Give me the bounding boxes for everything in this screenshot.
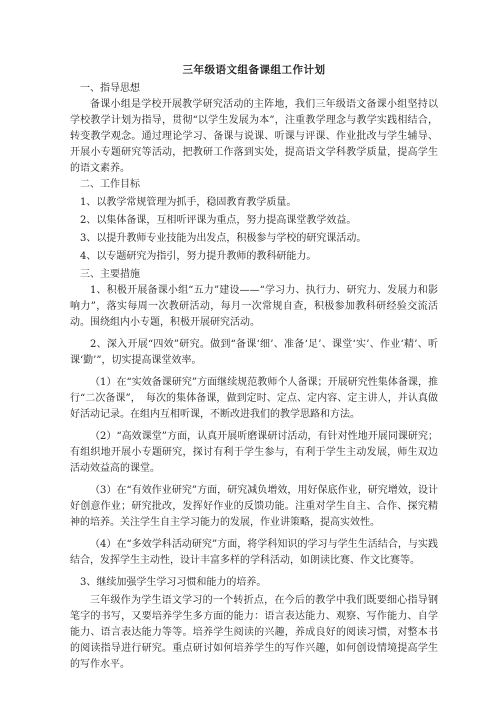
measure-paragraph: （1）在“实效备课研究”方面继续规范教师个人备课；开展研究性集体备课，推行“二次备课”， 每次的集体备课，做到定时、定点、定内容、定主讲人，并认真做好活动记录。在组内互相听课，不断改进我们的教学思路和方法。: [70, 377, 438, 420]
section-heading-main-measures: 三、主要措施: [80, 269, 140, 280]
measure-paragraph: 2、深入开展“四效”研究。做到“备课‘细’、准备‘足’、课堂‘实’、作业‘精’、听课‘勤’”，切实提高课堂效率。: [70, 339, 438, 366]
measure-paragraph: （4）在“多效学科活动研究”方面，将学科知识的学习与学生生活结合，与实践结合，发挥学生主动性，设计丰富多样的学科活动，如朗读比赛、作文比赛等。: [70, 539, 438, 566]
section-heading-guiding-thought: 一、指导思想: [80, 83, 140, 94]
goal-item: 2、以集体备课，互相听评课为重点，努力提高课堂教学效益。: [80, 215, 357, 226]
goal-item: 1、以教学常规管理为抓手，稳固教育教学质量。: [80, 197, 297, 208]
goal-item: 3、以提升教师专业技能为出发点，积极参与学校的研究课活动。: [80, 233, 367, 244]
document-title: 三年级语文组备课组工作计划: [182, 64, 326, 76]
measure-paragraph: （2）“高效课堂”方面，认真开展听磨课研讨活动，有针对性地开展同课研究；有组织地开展小专题研究，探讨有利于学生参与，有利于学生主动发展，师生双边活动效益高的课堂。: [70, 431, 438, 474]
guiding-thought-paragraph: 备课小组是学校开展教学研究活动的主阵地，我们三年级语文备课小组坚持以学校教学计划为指导，贯彻“以学生发展为本”，注重教学理念与教学实践相结合，转变教学观念。通过理论学习、备课与说课、听课与评课、作业批改与学生辅导、开展小专题研究等活动，把教研工作落到实处，提高语文学科教学质量，提高学生的语文素养。: [70, 99, 438, 174]
measure-paragraph: （3）在“有效作业研究”方面，研究减负增效，用好保底作业，研究增效，设计好创意作业；研究批改，发挥好作业的反馈功能。注重对学生自主、合作、探究精神的培养。关注学生自主学习能力的发展，作业讲策略，提高实效性。: [70, 485, 438, 528]
measure-paragraph: 1、积极开展备课小组“五力”建设——“学习力、执行力、研究力、发展力和影响力”，落实每周一次教研活动，每月一次常规自查，积极参加教科研经验交流活动。围绕组内小专题，积极开展研究活动。: [70, 285, 438, 328]
measure-item: 3、继续加强学生学习习惯和能力的培养。: [80, 577, 267, 588]
goal-item: 4、以专题研究为指引，努力提升教师的教科研能力。: [80, 251, 317, 262]
measure-paragraph: 三年级作为学生语文学习的一个转折点，在今后的教学中我们既要细心指导钢笔字的书写，又要培养学生多方面的能力：语言表达能力、观察、写作能力、自学能力、语言表达能力等等。培养学生阅读的兴趣，养成良好的阅读习惯，对整本书的阅读指导进行研究。重点研讨如何培养学生的写作兴趣，如何创设情境提高学生的写作水平。: [70, 595, 438, 670]
section-heading-work-goals: 二、工作目标: [80, 179, 140, 190]
